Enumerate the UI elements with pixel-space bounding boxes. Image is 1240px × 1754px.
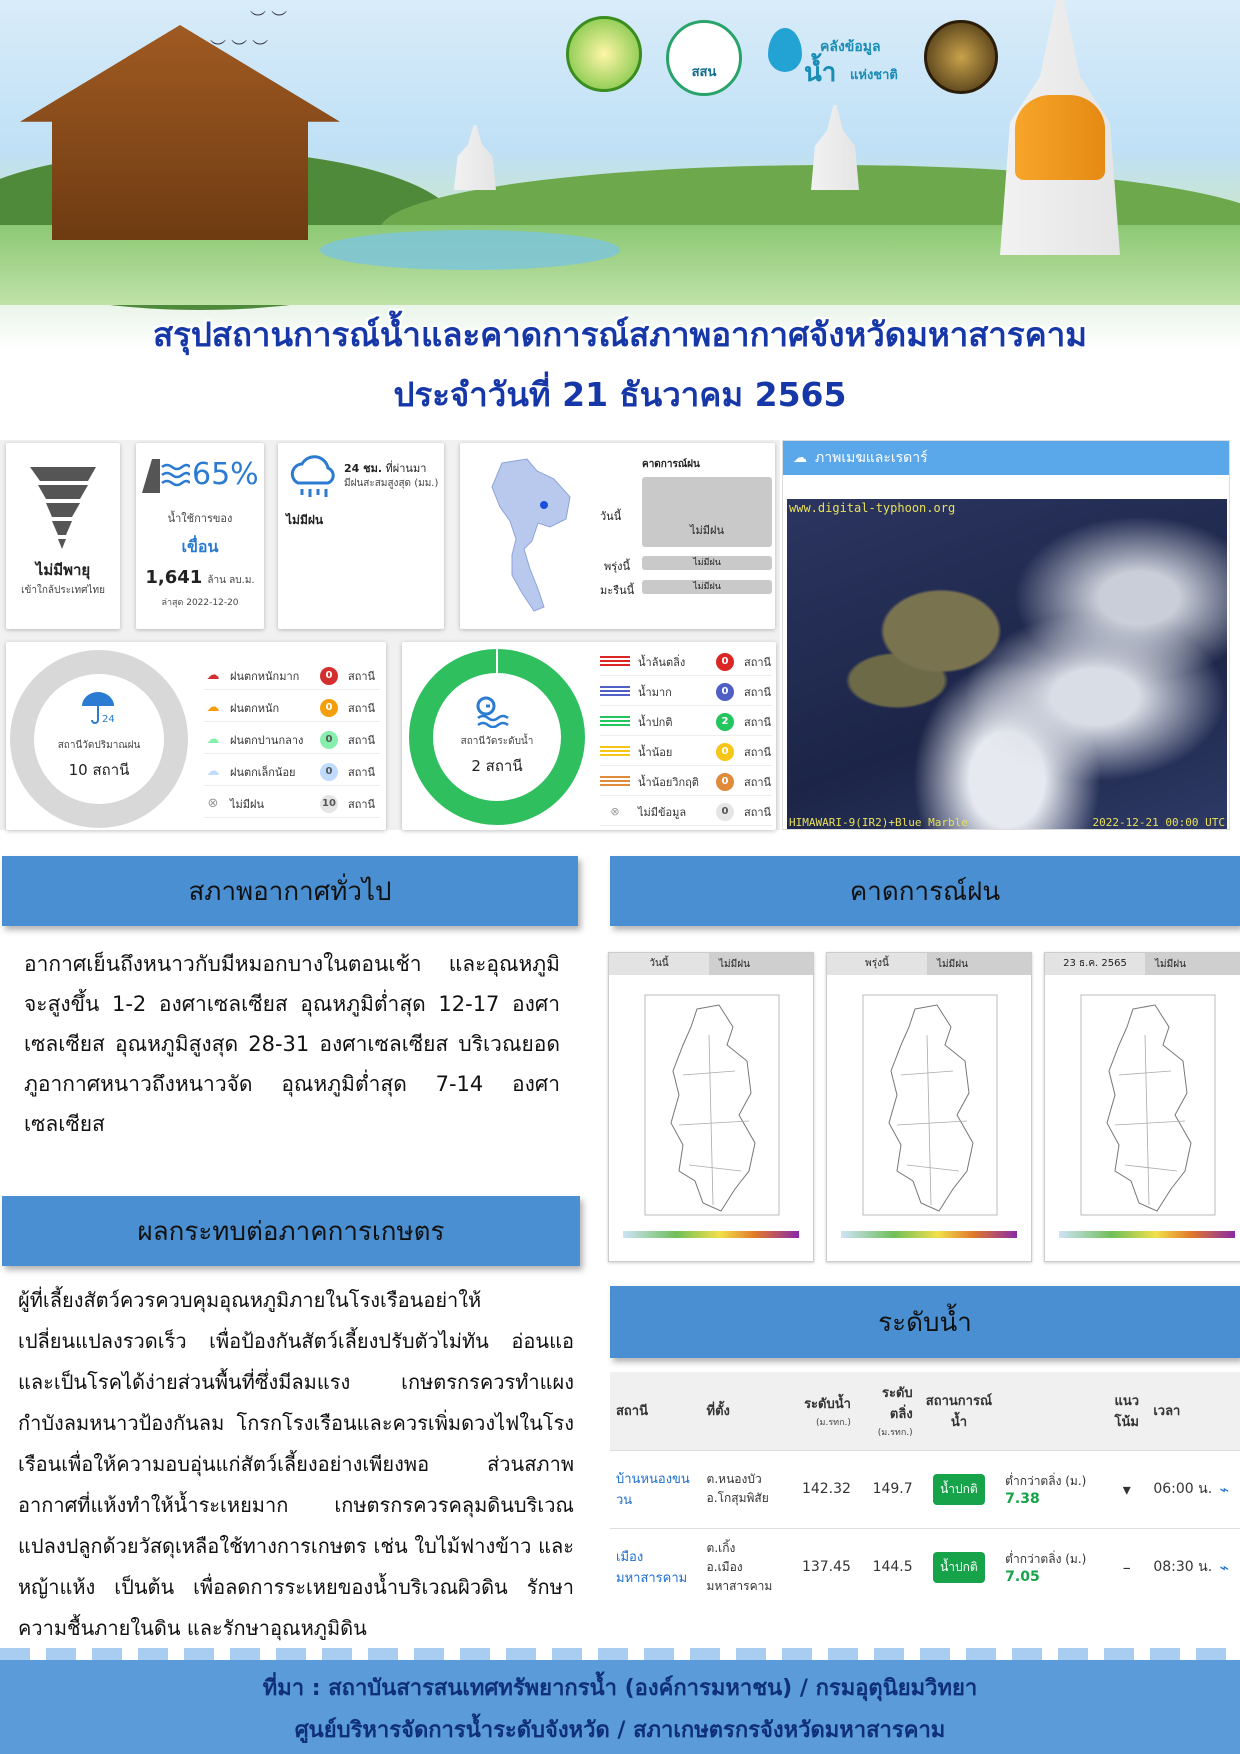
- col-time: เวลา: [1153, 1404, 1181, 1420]
- forecast-card-title: คาดการณ์ฝน: [642, 459, 700, 470]
- chart-icon[interactable]: ⌁: [1219, 1528, 1240, 1606]
- rain-forecast-heading: คาดการณ์ฝน: [610, 856, 1240, 926]
- dam-volume: 1,641: [145, 567, 203, 588]
- water-station-unit: สถานี: [744, 775, 772, 789]
- farmers-council-logo: [924, 20, 998, 94]
- water-station-label: น้ำมาก: [638, 685, 672, 699]
- water-stations-card: [402, 642, 776, 830]
- nhc-logo-label: คลังข้อมูล: [820, 39, 881, 55]
- rain-stations-list: [204, 662, 380, 812]
- water-station-unit: สถานี: [744, 805, 772, 819]
- col-bank: [857, 1372, 919, 1450]
- col-level-unit: (ม.รทก.): [816, 1417, 851, 1428]
- col-station: สถานี: [616, 1404, 648, 1420]
- rain-forecast-panel: [608, 952, 814, 1262]
- rain-station-row: [204, 790, 380, 818]
- col-diff: [999, 1372, 1106, 1450]
- water-level-heading: ระดับน้ำ: [610, 1286, 1240, 1358]
- water-stations-label: สถานีวัดระดับน้ำ: [460, 736, 534, 747]
- water-level-header-row: [610, 1372, 1240, 1450]
- rain-station-count: 0: [320, 667, 338, 685]
- rain-station-count: 0: [320, 699, 338, 717]
- dam-label-main: เขื่อน: [181, 537, 219, 556]
- rain-station-count: 0: [320, 731, 338, 749]
- mahasarakham-forecast-map: [609, 975, 815, 1255]
- rain-station-unit: สถานี: [348, 669, 376, 683]
- water-stations-list: [600, 648, 772, 828]
- trend-indicator: –: [1106, 1528, 1147, 1606]
- rain-forecast-value: ไม่มีฝน: [1155, 958, 1186, 970]
- trend-indicator: ▾: [1106, 1450, 1147, 1528]
- status-badge: น้ำปกติ: [933, 1552, 985, 1583]
- forecast-tomorrow-value: ไม่มีฝน: [642, 556, 772, 570]
- water-level-table: [610, 1372, 1240, 1606]
- reading-time: 08:30 น.: [1147, 1528, 1219, 1606]
- rain-station-label: ฝนตกปานกลาง: [230, 733, 304, 747]
- rain-cloud-icon: ☁: [206, 668, 220, 683]
- thai-temple-illustration: [20, 25, 340, 240]
- forecast-row-dayafter-label: มะรืนนี้: [600, 584, 635, 597]
- satellite-title: ภาพเมฆและเรดาร์: [815, 450, 928, 466]
- rain-24h-hours: 24 ชม.: [344, 462, 383, 475]
- col-level: [791, 1372, 857, 1450]
- forecast-dayafter-value: ไม่มีฝน: [642, 580, 772, 594]
- col-level-label: ระดับน้ำ: [804, 1396, 851, 1412]
- rain-forecast-day: 23 ธ.ค. 2565: [1045, 953, 1145, 975]
- rain-station-unit: สถานี: [348, 797, 376, 811]
- dam-water-icon: [142, 459, 190, 493]
- rain-forecast-value: ไม่มีฝน: [719, 958, 750, 970]
- status-badge: น้ำปกติ: [933, 1474, 985, 1505]
- storm-sub: เข้าใกล้ประเทศไทย: [21, 585, 105, 596]
- status-cell: [919, 1450, 999, 1528]
- station-location: [701, 1528, 792, 1606]
- water-level-rows: [610, 1450, 1240, 1606]
- rain-station-unit: สถานี: [348, 765, 376, 779]
- satellite-source: www.digital-typhoon.org: [789, 501, 956, 515]
- rain-cloud-icon: ☁: [206, 700, 220, 715]
- water-stations-count: 2 สถานี: [471, 757, 523, 775]
- golden-stupa-dome: [1015, 95, 1105, 180]
- cloud-sun-icon: ☁: [793, 450, 807, 466]
- rain-stations-card: [6, 642, 386, 830]
- col-status: สถานการณ์น้ำ: [925, 1393, 993, 1430]
- no-rain-icon: ⊗: [207, 796, 219, 811]
- nhc-logo-main: น้ำ: [804, 58, 837, 88]
- water-station-row: [600, 738, 772, 766]
- no-data-icon: ⊗: [610, 805, 620, 818]
- satellite-caption-left: HIMAWARI-9(IR2)+Blue Marble: [789, 816, 968, 829]
- location-subdistrict: ต.หนองบัว: [706, 1472, 762, 1486]
- water-station-row: [600, 678, 772, 706]
- general-weather-text: อากาศเย็นถึงหนาวกับมีหมอกบางในตอนเช้า และอุณหภูมิจะสูงขึ้น 1-2 องศาเซลเซียส อุณหภูมิต่ำสุด 12-17 องศาเซลเซียส อุณหภูมิสูงสุด 28-31 องศาเซลเซียส บริเวณยอดภูอากาศหนาวถึงหนาวจัด อุณหภูมิต่ำสุด 7-14 องศาเซลเซียส: [24, 952, 560, 1136]
- station-link[interactable]: [610, 1450, 701, 1528]
- rain-forecast-panels: [608, 952, 1240, 1262]
- umbrella-24-icon: [78, 688, 118, 728]
- station-name[interactable]: บ้านหนองขนวน: [616, 1472, 690, 1508]
- water-station-label: น้ำปกติ: [638, 715, 673, 729]
- dam-label: น้ำใช้การของ: [167, 512, 233, 525]
- nhc-logo-sub: แห่งชาติ: [850, 68, 898, 83]
- water-station-unit: สถานี: [744, 715, 772, 729]
- bird-icon: ︶ ︶: [250, 9, 288, 28]
- wave-icon: [600, 746, 630, 758]
- col-trend: แนวโน้ม: [1114, 1393, 1140, 1430]
- diff-value: 7.05: [1005, 1568, 1040, 1585]
- rain-24h-past: ที่ผ่านมา: [385, 462, 427, 475]
- wave-icon: [600, 686, 630, 698]
- forecast-today-value: ไม่มีฝน: [690, 524, 724, 537]
- rain-24h-desc: มีฝนสะสมสูงสุด (มม.): [344, 478, 439, 489]
- dam-card: [136, 443, 264, 629]
- water-station-row: [600, 798, 772, 826]
- col-location: ที่ตั้ง: [706, 1404, 730, 1420]
- rain-station-unit: สถานี: [348, 733, 376, 747]
- rain-cloud-icon: ☁: [206, 732, 220, 747]
- water-level-value: 142.32: [791, 1450, 857, 1528]
- chart-icon[interactable]: ⌁: [1219, 1450, 1240, 1528]
- storm-status: ไม่มีพายุ: [35, 561, 91, 579]
- status-cell: [919, 1528, 999, 1606]
- water-station-count: 2: [716, 713, 734, 731]
- diff-label: ต่ำกว่าตลิ่ง (ม.): [1005, 1551, 1087, 1566]
- mahasarakham-forecast-map: [827, 975, 1033, 1255]
- rain-stations-count: 10 สถานี: [68, 761, 130, 779]
- rain-24h-card: [278, 443, 444, 629]
- thailand-map: [482, 457, 582, 617]
- wave-icon: [600, 776, 630, 788]
- satellite-image: [787, 499, 1227, 829]
- water-station-row: [600, 648, 772, 676]
- water-level-icon: [476, 696, 516, 728]
- diff-cell: [999, 1528, 1106, 1606]
- tornado-icon: [28, 461, 98, 551]
- location-district: อ.โกสุมพิสัย: [706, 1491, 769, 1505]
- footer-dash-border: [0, 1648, 1240, 1660]
- wave-icon: [600, 656, 630, 668]
- footer-source-line: ที่มา : สถาบันสารสนเทศทรัพยากรน้ำ (องค์การมหาชน) / กรมอุตุนิยมวิทยา: [262, 1676, 978, 1701]
- mahasarakham-forecast-map: [1045, 975, 1240, 1255]
- rain-station-row: [204, 694, 380, 722]
- agri-impact-text: ผู้ที่เลี้ยงสัตว์ควรควบคุมอุณหภูมิภายในโรงเรือนอย่าให้เปลี่ยนแปลงรวดเร็ว เพื่อป้องกันสัตว์เลี้ยงปรับตัวไม่ทัน อ่อนแอ และเป็นโรคได้ง่ายส่วนพื้นที่ซึ่งมีลมแรง เกษตรกรควรทำแผงกำบังลมหนาวป้องกันลม โกรกโรงเรือนและควรเพิ่มดวงไฟในโรงเรือนเพื่อให้ความอบอุ่นแก่สัตว์เลี้ยงอย่างเพียงพอ ส่วนสภาพอากาศที่แห้งทำให้น้ำระเหยมาก เกษตรกรควรคลุมดินบริเวณแปลงปลูกด้วยวัสดุเหลือใช้ทางการเกษตร เช่น ใบไม้ฟางข้าว และหญ้าแห้ง เป็นต้น เพื่อลดการระเหยของน้ำบริเวณผิวดิน รักษาความชื้นภายในดิน และรักษาอุณหภูมิดิน: [18, 1288, 574, 1640]
- hii-logo-text: สสน: [691, 64, 717, 80]
- page-date: ประจำวันที่ 21 ธันวาคม 2565: [393, 375, 847, 414]
- header-banner: [0, 0, 1240, 430]
- water-station-count: 0: [716, 653, 734, 671]
- water-station-row: [600, 708, 772, 736]
- rain-24h-title: [344, 459, 426, 477]
- water-station-count: 0: [716, 773, 734, 791]
- rain-24h-status: ไม่มีฝน: [286, 513, 324, 527]
- bank-level-value: 144.5: [857, 1528, 919, 1606]
- col-bank-unit: (ม.รทก.): [877, 1428, 913, 1439]
- rain-station-row: [204, 662, 380, 690]
- rain-station-label: ไม่มีฝน: [230, 797, 264, 811]
- diff-value: 7.38: [1005, 1490, 1040, 1507]
- rain-station-row: [204, 726, 380, 754]
- hii-logo: [666, 20, 742, 96]
- water-station-label: น้ำน้อยวิกฤติ: [638, 775, 699, 789]
- water-level-table-wrap: [610, 1372, 1240, 1602]
- water-station-label: ไม่มีข้อมูล: [638, 805, 687, 819]
- rain-forecast-value: ไม่มีฝน: [937, 958, 968, 970]
- water-station-label: น้ำน้อย: [638, 745, 673, 759]
- col-chart: [1219, 1372, 1240, 1450]
- reading-time: 06:00 น.: [1147, 1450, 1219, 1528]
- water-station-row: [600, 768, 772, 796]
- water-level-row: [610, 1528, 1240, 1606]
- rain-forecast-panel: [826, 952, 1032, 1262]
- rain-station-unit: สถานี: [348, 701, 376, 715]
- rain-forecast-panel-header: [1045, 953, 1240, 975]
- small-stupa-illustration: [440, 125, 510, 190]
- rain-forecast-day: พรุ่งนี้: [827, 953, 927, 975]
- location-subdistrict: ต.เกิ้ง: [706, 1540, 736, 1555]
- satellite-header: [783, 441, 1229, 475]
- forecast-row-today-label: วันนี้: [600, 510, 622, 523]
- rain-station-label: ฝนตกหนัก: [230, 701, 280, 715]
- rain-stations-label: สถานีวัดปริมาณฝน: [57, 740, 141, 751]
- rain-forecast-panel-header: [827, 953, 1031, 975]
- rain-cloud-icon: ☁: [206, 764, 220, 779]
- bank-level-value: 149.7: [857, 1450, 919, 1528]
- satellite-panel: [782, 440, 1230, 830]
- rain-station-count: 0: [320, 763, 338, 781]
- station-name[interactable]: เมืองมหาสารคาม: [616, 1550, 688, 1587]
- water-station-label: น้ำล้นตลิ่ง: [638, 655, 686, 669]
- forecast-row-tomorrow-label: พรุ่งนี้: [604, 560, 631, 573]
- dam-percent: 65%: [192, 457, 259, 492]
- page-title: สรุปสถานการณ์น้ำและคาดการณ์สภาพอากาศจังหวัดมหาสารคาม: [152, 315, 1087, 354]
- location-district: อ.เมืองมหาสารคาม: [706, 1559, 773, 1593]
- water-level-value: 137.45: [791, 1528, 857, 1606]
- rain-forecast-panel: [1044, 952, 1240, 1262]
- rain-station-row: [204, 758, 380, 786]
- thailand-forecast-card: [460, 443, 775, 629]
- water-level-row: [610, 1450, 1240, 1528]
- col-bank-label: ระดับตลิ่ง: [882, 1386, 913, 1423]
- wave-icon: [600, 716, 630, 728]
- river: [320, 230, 620, 270]
- rain-station-label: ฝนตกเล็กน้อย: [230, 765, 296, 779]
- station-location: [701, 1450, 792, 1528]
- rain-station-label: ฝนตกหนักมาก: [230, 669, 300, 683]
- satellite-caption-right: 2022-12-21 00:00 UTC: [1092, 816, 1225, 829]
- dam-volume-row: [136, 567, 264, 588]
- rain-station-count: 10: [320, 795, 338, 813]
- agriculture-department-logo: [566, 16, 642, 92]
- storm-card: [6, 443, 120, 629]
- water-station-count: 0: [716, 803, 734, 821]
- water-station-unit: สถานี: [744, 745, 772, 759]
- diff-cell: [999, 1450, 1106, 1528]
- water-station-count: 0: [716, 743, 734, 761]
- agri-impact-heading: ผลกระทบต่อภาคการเกษตร: [2, 1196, 580, 1266]
- bird-icon: ︶ ︶ ︶: [210, 38, 269, 57]
- water-station-unit: สถานี: [744, 655, 772, 669]
- rain-forecast-day: วันนี้: [609, 953, 709, 975]
- dam-updated: ล่าสุด 2022-12-20: [161, 598, 239, 608]
- dam-volume-unit: ล้าน ลบ.ม.: [207, 575, 255, 586]
- station-link[interactable]: [610, 1528, 701, 1606]
- water-drop-icon: [768, 28, 802, 72]
- general-weather-heading: สภาพอากาศทั่วไป: [2, 856, 578, 926]
- water-station-unit: สถานี: [744, 685, 772, 699]
- diff-label: ต่ำกว่าตลิ่ง (ม.): [1005, 1473, 1087, 1488]
- footer: [0, 1648, 1240, 1754]
- rain-cloud-icon: [286, 451, 340, 505]
- water-station-count: 0: [716, 683, 734, 701]
- rain-forecast-panel-header: [609, 953, 813, 975]
- nhc-logo: [762, 26, 912, 102]
- svg-text:24: 24: [102, 714, 115, 725]
- footer-agency-line: ศูนย์บริหารจัดการน้ำระดับจังหวัด / สภาเกษตรกรจังหวัดมหาสารคาม: [294, 1718, 946, 1743]
